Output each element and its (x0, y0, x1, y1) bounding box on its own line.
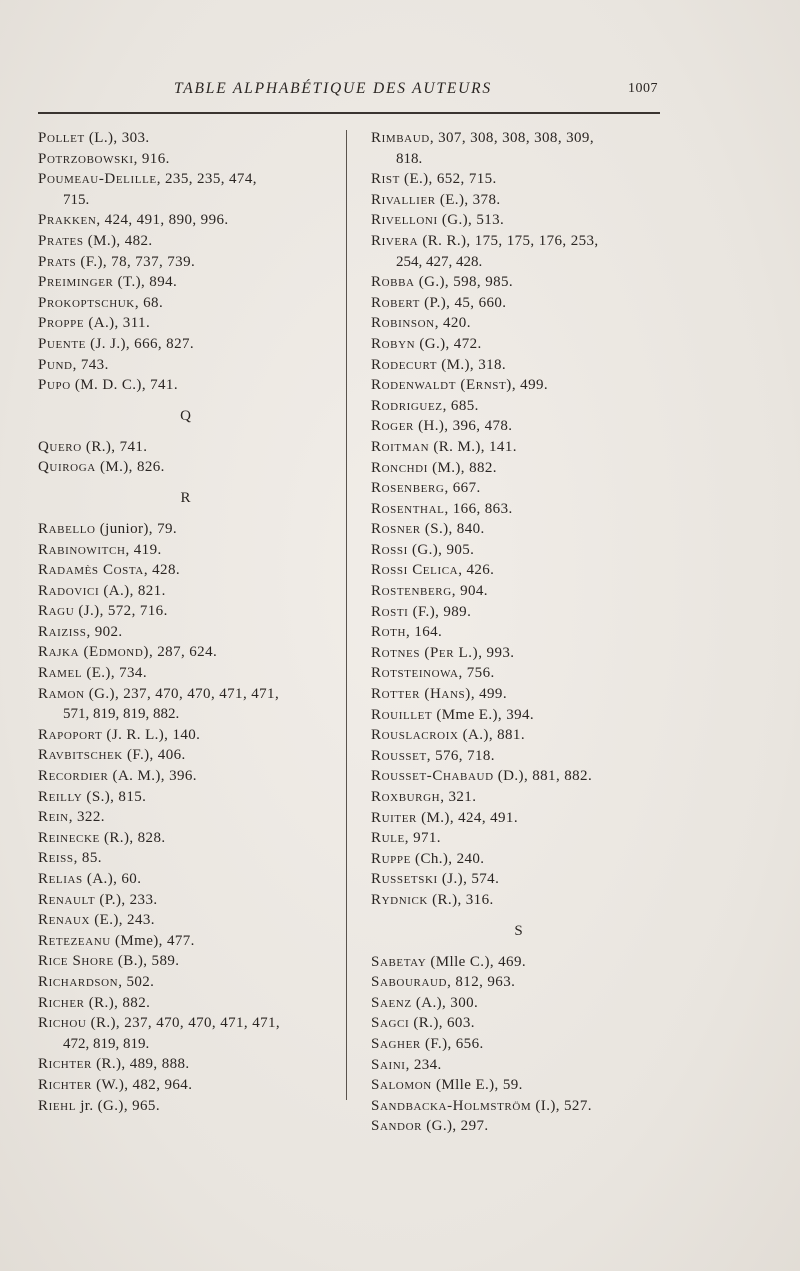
index-entry (38, 848, 338, 869)
index-entry (371, 684, 671, 705)
page-references: , 419. (125, 541, 162, 558)
index-entry (371, 1013, 671, 1034)
index-entry (38, 169, 338, 210)
index-entry (38, 993, 338, 1014)
index-entry (38, 128, 338, 149)
index-entry (38, 1013, 338, 1054)
author-name: Robinson (371, 315, 435, 332)
index-entry (371, 560, 671, 581)
page-references: , 428. (143, 562, 181, 579)
page-references: (R.), 316. (427, 891, 494, 908)
author-name: Potrzobowski (38, 150, 134, 167)
page-references: (W.), 482, 964. (91, 1076, 193, 1093)
author-name: Sandbacka-Holmström (371, 1097, 532, 1114)
index-entry (371, 849, 671, 870)
author-name: Sagher (371, 1035, 421, 1052)
author-name: Retezeanu (38, 932, 111, 949)
index-entry (38, 1075, 338, 1096)
author-name: Reilly (38, 788, 83, 805)
index-entry (38, 869, 338, 890)
author-name: Rosenthal (371, 500, 445, 517)
index-entry (371, 169, 671, 190)
author-name: Richer (38, 994, 85, 1011)
author-name: Rice Shore (38, 953, 114, 970)
index-entry (38, 807, 338, 828)
index-entry (38, 293, 338, 314)
author-name: Saenz (371, 994, 412, 1011)
index-entry (371, 478, 671, 499)
author-name: Poumeau-Delille (38, 171, 157, 188)
author-name: Pund (38, 356, 73, 373)
index-entry (371, 725, 671, 746)
author-name: Rotsteinowa (371, 665, 459, 682)
page-references: (G.), 472. (415, 335, 482, 352)
author-name: Quero (38, 438, 82, 455)
index-entry (38, 890, 338, 911)
page-references: , 502. (118, 973, 155, 990)
index-entry (371, 705, 671, 726)
index-entry (371, 643, 671, 664)
index-entry (38, 1054, 338, 1075)
author-name: Rosenberg (371, 480, 445, 497)
page-references: , 667. (444, 480, 481, 497)
page-references: , 426. (458, 562, 495, 579)
index-entry (371, 1034, 671, 1055)
index-entry (38, 725, 338, 746)
author-name: Rousset (371, 747, 427, 764)
page-references: (L.), 303. (84, 130, 150, 146)
page-references: (G.), 598, 985. (414, 274, 514, 291)
author-name: Riehl (38, 1097, 77, 1114)
page-references: (A.), 881. (458, 727, 525, 744)
index-entry (371, 746, 671, 767)
page-references: (R.), 882. (84, 994, 151, 1011)
author-name: Sagci (371, 1015, 410, 1032)
page-references: (B.), 589. (113, 953, 180, 970)
page-references: (Mlle E.), 59. (431, 1077, 523, 1094)
page-references: (A. M.), 396. (108, 768, 197, 785)
author-name: Rivallier (371, 191, 436, 208)
author-name: Rostenberg (371, 583, 452, 600)
page-references: (A.), 311. (84, 315, 151, 332)
index-entry (371, 890, 671, 911)
author-name: Richter (38, 1056, 92, 1073)
index-entry (38, 272, 338, 293)
index-entry (371, 1055, 671, 1076)
author-name: Rapoport (38, 726, 103, 743)
section-letter: R (180, 489, 191, 506)
author-name: Relias (38, 871, 83, 887)
author-name: Rouillet (371, 706, 433, 723)
page-references: (R.), 603. (409, 1015, 475, 1032)
index-entry (371, 1075, 671, 1096)
index-entry (38, 231, 338, 252)
index-entry (371, 375, 671, 396)
page-references: (E.), 243. (90, 912, 155, 929)
author-name: Roth (371, 624, 407, 641)
author-name: Prokoptschuk (38, 294, 135, 311)
section-letter: S (514, 922, 523, 939)
page-references: , 916. (133, 150, 170, 167)
page-references: , 68. (134, 294, 164, 311)
author-name: Rossi (371, 541, 408, 558)
index-entry (371, 1096, 671, 1117)
author-name: Rydnick (371, 891, 428, 908)
index-entry (38, 642, 338, 663)
page-references: , 743. (72, 356, 109, 373)
column-divider (346, 130, 347, 1100)
index-entry (371, 622, 671, 643)
index-entry (371, 869, 671, 890)
author-name: Rabinowitch (38, 541, 126, 558)
page-references: (J.), 572, 716. (74, 603, 168, 620)
page-references: (F.), 406. (122, 747, 186, 764)
author-name: Rosti (371, 603, 409, 620)
index-entry (371, 828, 671, 849)
page-references: (J. J.), 666, 827. (86, 335, 195, 352)
author-name: Rotter (Hans) (371, 686, 471, 703)
author-name: Ragu (38, 603, 75, 620)
index-entry (38, 252, 338, 273)
index-entry (38, 437, 338, 458)
author-name: Rimbaud (371, 130, 430, 146)
author-name: Rabello (38, 520, 96, 537)
page-references: , 164. (406, 624, 443, 641)
index-entry (38, 540, 338, 561)
page-references: (F.), 989. (408, 603, 472, 620)
author-name: Rossi Celica (371, 562, 459, 579)
page-references: (R. R.), 175, 175, 176, 253, (418, 232, 599, 249)
page-references: (M.), 318. (437, 356, 507, 373)
page-references: (J.), 574. (437, 871, 500, 888)
index-entry (371, 355, 671, 376)
author-name: Rivera (371, 232, 419, 249)
index-entry (38, 149, 338, 170)
author-name: Roger (371, 418, 414, 435)
page-references: (Mlle C.), 469. (426, 953, 526, 970)
index-entry (371, 540, 671, 561)
author-name: Reiss (38, 850, 74, 867)
page-references: , 424, 491, 890, 996. (96, 212, 229, 229)
index-entry (38, 313, 338, 334)
page-references: (R.), 828. (99, 829, 166, 846)
author-name: Rivelloni (371, 212, 438, 229)
header-rule (38, 112, 660, 114)
page-references: (M.), 826. (95, 459, 165, 476)
page-references: (G.), 297. (422, 1118, 489, 1135)
page-references: (Mme), 477. (110, 932, 195, 949)
author-name: Prakken (38, 212, 97, 229)
page-references: , 235, 235, 474, (156, 171, 257, 188)
author-name: Rajka (Edmond) (38, 644, 149, 661)
author-name: Renault (38, 891, 96, 908)
page-references: , 322. (68, 809, 105, 826)
author-name: Richou (38, 1015, 87, 1032)
page-references: (A.), 60. (82, 871, 142, 887)
author-name: Preiminger (38, 274, 114, 291)
author-name: Pollet (38, 130, 85, 146)
index-entry (38, 787, 338, 808)
index-entry (371, 190, 671, 211)
author-name: Rotnes (Per L.) (371, 644, 479, 661)
page-references: (S.), 815. (82, 788, 147, 805)
author-name: Salomon (371, 1077, 432, 1094)
author-name: Ramon (38, 685, 85, 702)
page-references: (R. M.), 141. (429, 438, 517, 455)
author-name: Richter (38, 1076, 92, 1093)
author-name: Prats (38, 253, 77, 270)
page-references: (Mme E.), 394. (432, 706, 535, 723)
page-references: (H.), 396, 478. (413, 418, 513, 435)
page-references: (G.), 513. (437, 212, 505, 229)
author-name: Ruiter (371, 809, 417, 826)
author-name: Rosner (371, 521, 421, 538)
page-references: (junior), 79. (95, 520, 178, 537)
author-name: Robert (371, 294, 421, 311)
page-references: (M.), 482. (83, 232, 153, 249)
page-references: , 904. (451, 583, 488, 600)
page-references: , 499. (470, 686, 507, 703)
index-entry (38, 766, 338, 787)
page-references: (E.), 378. (435, 191, 501, 208)
page-references-continued: 472, 819, 819. (63, 1035, 150, 1052)
index-entry (371, 458, 671, 479)
page-references: (F.), 656. (420, 1035, 484, 1052)
author-name: Reinecke (38, 829, 100, 846)
author-name: Robyn (371, 335, 416, 352)
author-name: Proppe (38, 315, 85, 332)
index-entry (371, 210, 671, 231)
index-entry (38, 1096, 338, 1117)
author-name: Ronchdi (371, 459, 428, 476)
page-references: , 321. (440, 789, 477, 805)
index-entry (371, 787, 671, 808)
page-references: , 756. (458, 665, 495, 682)
page-references: , 902. (86, 623, 123, 640)
page-references: (T.), 894. (113, 274, 178, 291)
left-column (38, 128, 338, 1116)
page-references: (S.), 840. (420, 521, 485, 538)
index-entry (38, 601, 338, 622)
author-name: Renaux (38, 912, 91, 929)
page-references: , 499. (511, 377, 549, 394)
page-references: , 85. (73, 850, 102, 867)
index-entry (371, 334, 671, 355)
author-name: Roitman (371, 438, 430, 455)
page-references: (R.), 741. (81, 438, 148, 455)
page-references: , 420. (434, 315, 471, 332)
page-references: (A.), 821. (99, 582, 166, 599)
author-name: Rodenwaldt (Ernst) (371, 377, 512, 394)
page-references-continued: 818. (396, 150, 423, 167)
index-entry (371, 396, 671, 417)
page-references: , 307, 308, 308, 308, 309, (429, 130, 594, 146)
author-name: Rouslacroix (371, 727, 459, 744)
page-references: , 576, 718. (426, 747, 495, 764)
index-entry (371, 808, 671, 829)
author-name: Rodriguez (371, 397, 443, 414)
index-entry (38, 519, 338, 540)
author-name: Sandor (371, 1118, 423, 1135)
page-number: 1007 (628, 81, 658, 96)
index-entry (371, 313, 671, 334)
index-entry (38, 745, 338, 766)
page-references: (M. D. C.), 741. (70, 377, 178, 394)
page-references: (I.), 527. (531, 1097, 592, 1114)
page-references: jr. (G.), 965. (76, 1097, 160, 1114)
index-entry (371, 972, 671, 993)
page-references-continued: 571, 819, 819, 882. (63, 706, 180, 723)
author-name: Ruppe (371, 850, 411, 867)
index-entry (371, 581, 671, 602)
page-references: (P.), 233. (95, 891, 158, 908)
author-name: Robba (371, 274, 415, 291)
page-references-continued: 715. (63, 191, 90, 208)
author-name: Sabouraud (371, 974, 448, 991)
index-entry (38, 375, 338, 396)
index-entry (371, 602, 671, 623)
page-references: (J. R. L.), 140. (102, 726, 201, 743)
author-name: Rousset-Chabaud (371, 768, 494, 785)
author-name: Sabetay (371, 953, 427, 970)
page-references: , 993. (478, 644, 515, 661)
author-name: Rodecurt (371, 356, 438, 373)
author-name: Ravbitschek (38, 747, 123, 764)
page-references: (G.), 237, 470, 470, 471, 471, (84, 685, 280, 702)
index-entry (371, 952, 671, 973)
author-name: Ramel (38, 665, 83, 682)
index-entry (371, 519, 671, 540)
index-entry (38, 334, 338, 355)
index-entry (371, 231, 671, 272)
page-references: (D.), 881, 882. (493, 768, 593, 785)
index-entry (38, 560, 338, 581)
index-entry (38, 210, 338, 231)
author-name: Rule (371, 830, 405, 847)
index-entry (371, 663, 671, 684)
author-name: Roxburgh (371, 789, 441, 805)
index-entry (371, 499, 671, 520)
page-references: (P.), 45, 660. (420, 294, 507, 311)
page-references: (E.), 734. (82, 665, 147, 682)
page-references: , 287, 624. (148, 644, 218, 661)
index-entry (38, 931, 338, 952)
page-references: (A.), 300. (411, 994, 479, 1011)
index-entry (38, 457, 338, 478)
page-references: (M.), 882. (427, 459, 497, 476)
page-references: , 234. (405, 1056, 442, 1073)
index-entry (38, 622, 338, 643)
index-entry (38, 684, 338, 725)
author-name: Rein (38, 809, 69, 826)
index-entry (38, 910, 338, 931)
page-references: (F.), 78, 737, 739. (76, 253, 196, 270)
section-letter: Q (180, 407, 191, 424)
author-name: Quiroga (38, 459, 96, 476)
author-name: Russetski (371, 871, 438, 888)
author-name: Raiziss (38, 623, 87, 640)
page-header (38, 80, 658, 108)
index-entry (371, 416, 671, 437)
index-entry (371, 293, 671, 314)
index-entry (371, 128, 671, 169)
page-references: (E.), 652, 715. (399, 171, 497, 188)
author-name: Radovici (38, 582, 100, 599)
author-name: Recordier (38, 768, 109, 785)
author-name: Puente (38, 335, 86, 352)
author-name: Pupo (38, 377, 71, 394)
page-references: (R.), 237, 470, 470, 471, 471, (86, 1015, 281, 1032)
index-entry (371, 272, 671, 293)
page-references-continued: 254, 427, 428. (396, 253, 483, 270)
index-entry (371, 1116, 671, 1137)
author-name: Prates (38, 232, 84, 249)
page-references: , 812, 963. (447, 974, 516, 991)
page-references: , 685. (442, 397, 479, 414)
index-entry (371, 766, 671, 787)
index-entry (38, 828, 338, 849)
index-entry (371, 993, 671, 1014)
page-references: (R.), 489, 888. (91, 1056, 190, 1073)
index-entry (371, 437, 671, 458)
index-entry (38, 951, 338, 972)
page-references: (G.), 905. (407, 541, 475, 558)
index-entry (38, 972, 338, 993)
index-entry (38, 355, 338, 376)
running-title: TABLE ALPHABÉTIQUE DES AUTEURS (174, 80, 492, 97)
page-references: , 971. (404, 830, 441, 847)
author-name: Radamès Costa (38, 562, 144, 579)
index-entry (38, 663, 338, 684)
page-references: (Ch.), 240. (410, 850, 485, 867)
author-name: Rist (371, 171, 400, 188)
page-references: , 166, 863. (444, 500, 513, 517)
right-column (371, 128, 671, 1137)
index-entry (38, 581, 338, 602)
page-references: (M.), 424, 491. (417, 809, 518, 826)
author-name: Saini (371, 1056, 406, 1073)
author-name: Richardson (38, 973, 119, 990)
